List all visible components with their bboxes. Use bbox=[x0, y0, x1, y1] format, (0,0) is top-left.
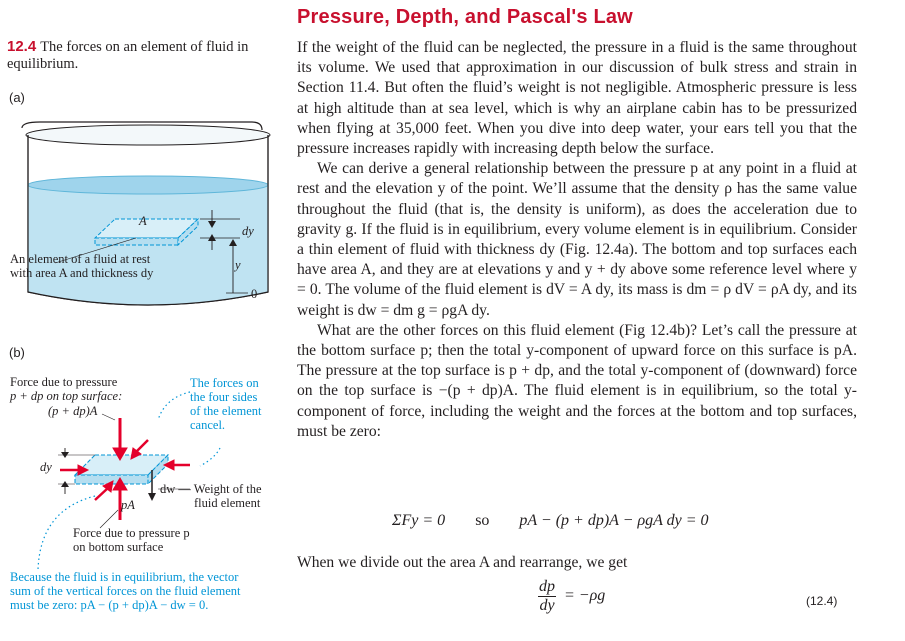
equilibrium-line1: Because the fluid is in equilibrium, the vector bbox=[10, 570, 239, 584]
element-label-a-line1: An element of a fluid at rest bbox=[10, 252, 151, 266]
figure-number: 12.4 bbox=[7, 38, 37, 55]
side-note-line4: cancel. bbox=[190, 418, 226, 432]
equation-sum-forces bbox=[392, 512, 709, 530]
paragraph-1: If the weight of the fluid can be neglected, the pressure in a fluid is the same throughout its volume. We used that approximation in our discussion of bulk stress and strain in Section 11.4. But often the fluid’s weight is not negligible. Atmospheric pressure is less at high altitude than at sea level, which is why an airplane cabin has to be pressurized when flying at 35,000 feet. When you dive into deep water, your ears tell you that the pressure increases rapidly with increasing depth below the surface. bbox=[297, 39, 857, 158]
eq2-fraction bbox=[538, 578, 556, 615]
eq2-denominator: dy bbox=[539, 597, 555, 614]
pa-label: pA bbox=[121, 498, 135, 512]
equation-number: (12.4) bbox=[806, 594, 838, 608]
panel-a-label: (a) bbox=[9, 90, 25, 105]
section-title: Pressure, Depth, and Pascal's Law bbox=[297, 6, 633, 28]
after-equation-text: When we divide out the area A and rearrange, we get bbox=[297, 554, 628, 571]
panel-b-label: (b) bbox=[9, 345, 25, 360]
eq1-so: so bbox=[475, 512, 490, 529]
paragraph-2: We can derive a general relationship between the pressure p at any point in a fluid at rest and the elevation y of the point. We’ll assume that the density ρ has the same value throughout the fluid (that is, the density is uniform), as does the acceleration due to gravity g. If the fluid is in equilibrium, every volume element is in equilibrium. Consider a thin element of fluid with thickness dy (Fig. 12.4a). The bottom and top surfaces each have area A, and they are at elevations y and y + dy above some reference level where y = 0. The volume of the fluid element is dV = A dy, its mass is dm = ρ dV = ρA dy, and its weight is dw = dm g = ρgA dy. bbox=[297, 160, 857, 319]
top-force-line2: p + dp on top surface: bbox=[10, 389, 123, 403]
zero-label-a: 0 bbox=[251, 287, 258, 301]
eq2-rhs: = −ρg bbox=[564, 587, 606, 605]
equation-12-4 bbox=[538, 578, 605, 615]
eq2-numerator: dp bbox=[539, 578, 555, 595]
weight-line1: dw — Weight of the bbox=[160, 482, 262, 496]
figure-caption-text: The forces on an element of fluid in equilibrium. bbox=[7, 39, 249, 72]
paragraph-3: What are the other forces on this fluid element (Fig 12.4b)? Let’s call the pressure at the bottom surface p; then the total y-component of upward force on this surface is pA. The pressure at the top surface is p + dp, and the total y-component of (downward) force on the top surface is −(p + dp)A. The fluid element is in equilibrium, so the total y-component of force, including the weight and the forces at the bottom and top surfaces, must be zero: bbox=[297, 321, 857, 440]
dy-label-a: dy bbox=[242, 224, 254, 238]
eq1-right: pA − (p + dp)A − ρgA dy = 0 bbox=[519, 512, 709, 529]
top-force-line1: Force due to pressure bbox=[10, 375, 118, 389]
top-force-expr: (p + dp)A bbox=[48, 404, 98, 418]
dy-label-b: dy bbox=[40, 460, 52, 474]
equilibrium-line2: sum of the vertical forces on the fluid element bbox=[10, 584, 241, 598]
bottom-force-line1: Force due to pressure p bbox=[73, 526, 190, 540]
side-note-line2: the four sides bbox=[190, 390, 258, 404]
side-note-line3: of the element bbox=[190, 404, 262, 418]
eq1-left: ΣFy = 0 bbox=[392, 512, 446, 529]
body-text bbox=[297, 38, 857, 442]
side-note-line1: The forces on bbox=[190, 376, 259, 390]
element-label-a-line2: with area A and thickness dy bbox=[10, 266, 154, 280]
area-label-a: A bbox=[139, 214, 147, 228]
bottom-force-line2: on bottom surface bbox=[73, 540, 164, 554]
equilibrium-line3: must be zero: pA − (p + dp)A − dw = 0. bbox=[10, 598, 209, 612]
y-label-a: y bbox=[235, 258, 241, 272]
weight-line2: fluid element bbox=[194, 496, 261, 510]
